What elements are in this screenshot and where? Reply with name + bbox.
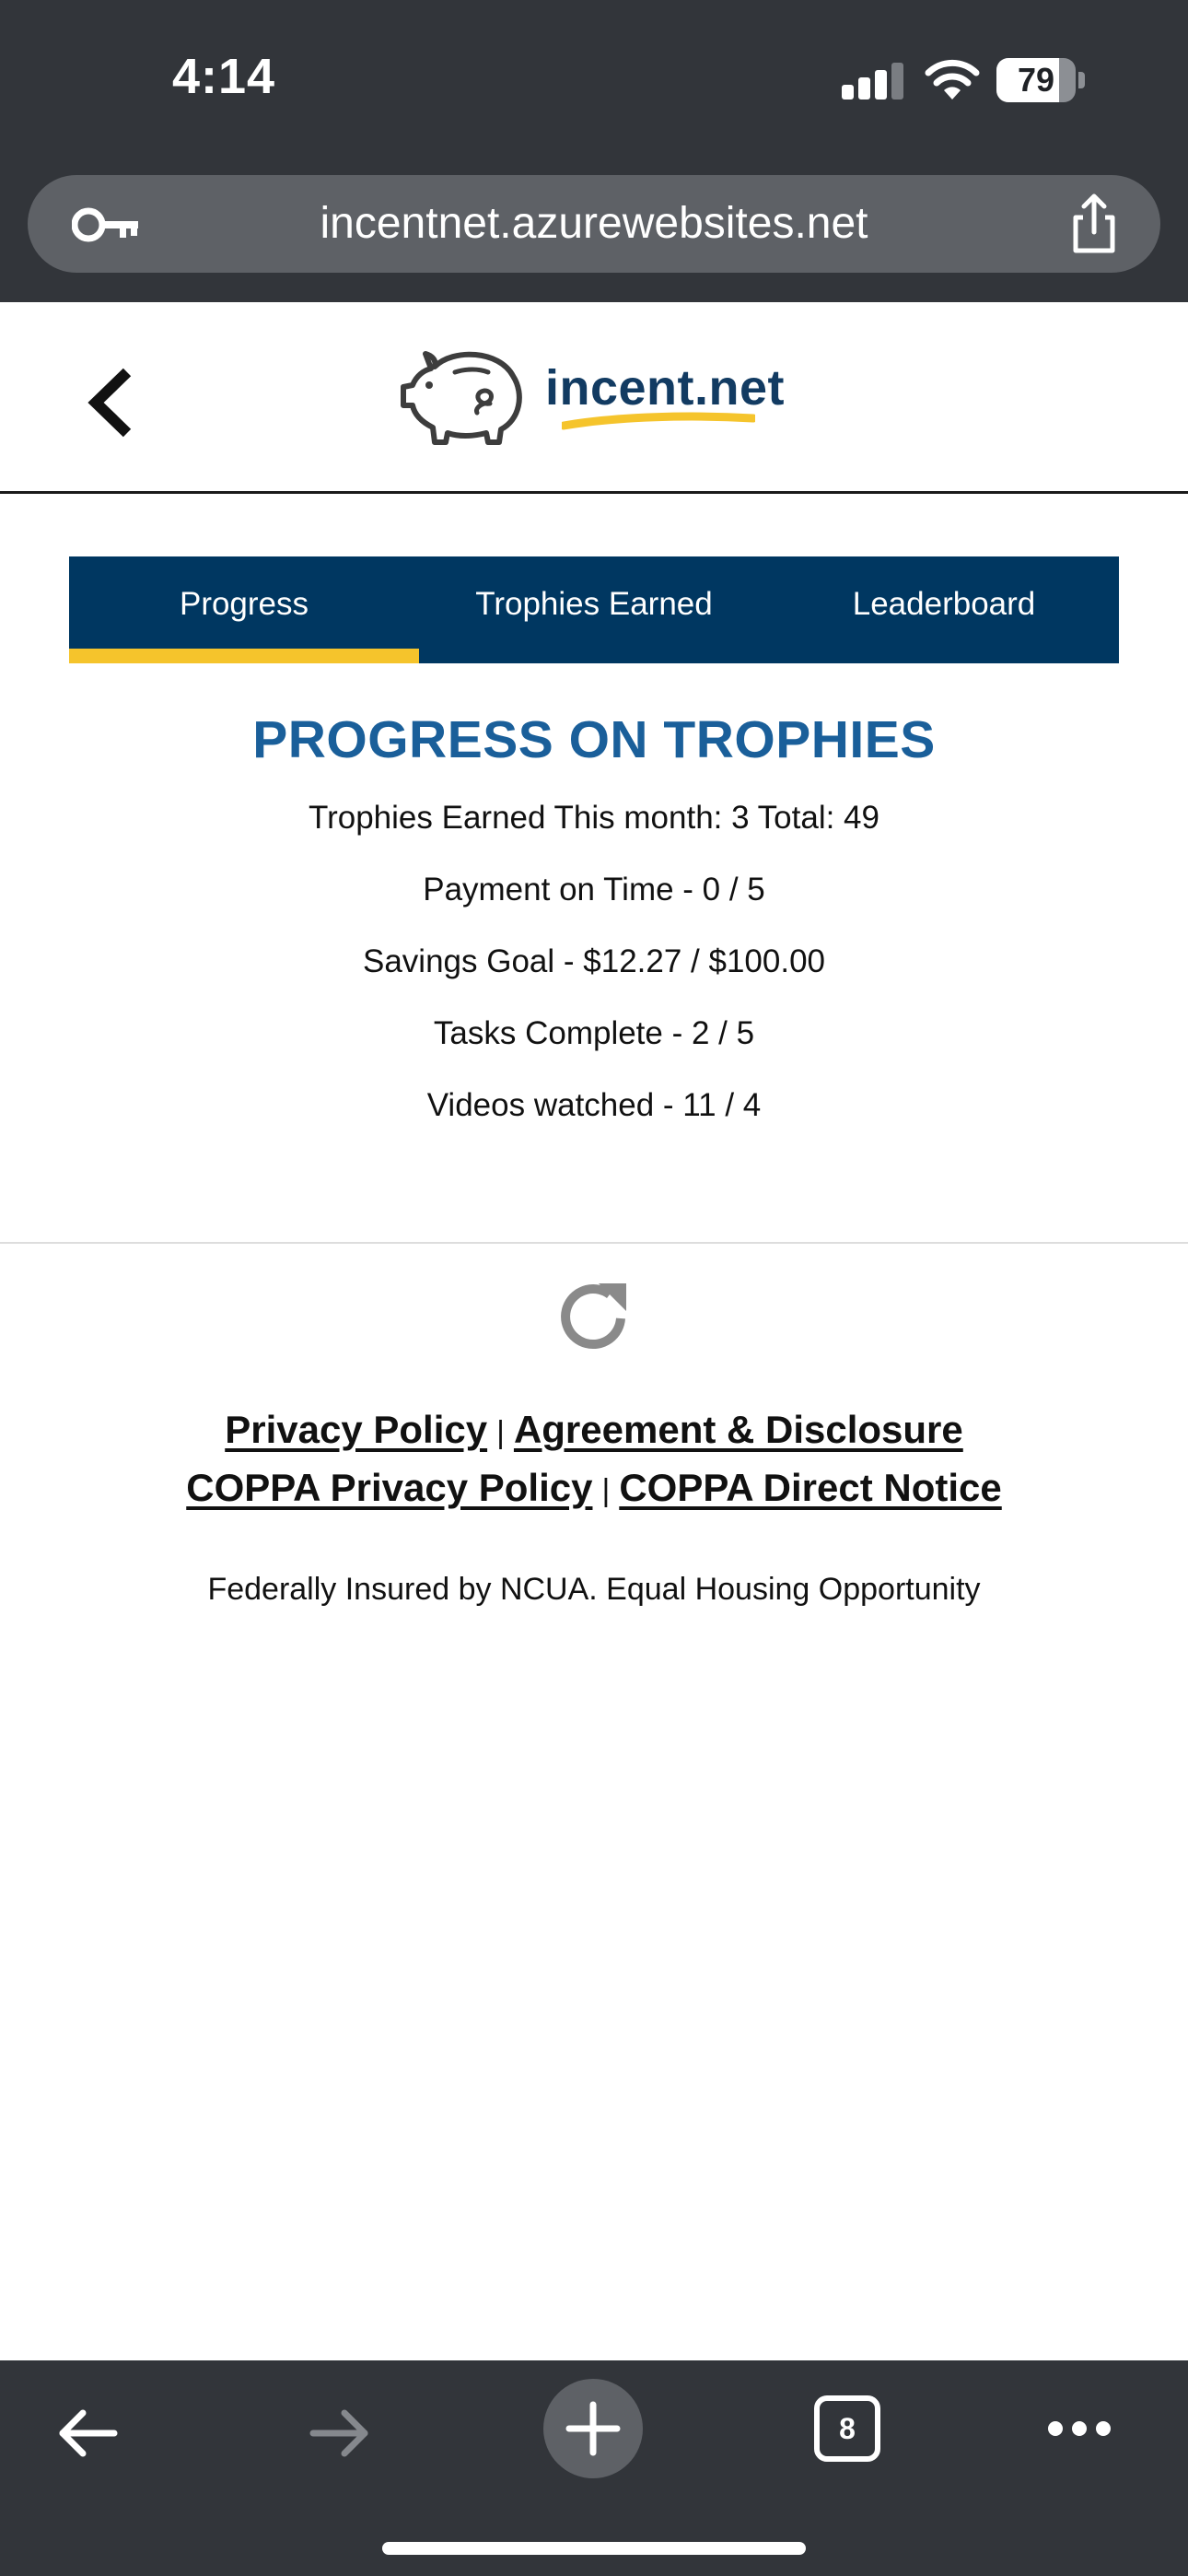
status-time: 4:14 bbox=[172, 49, 276, 104]
share-icon[interactable] bbox=[1066, 193, 1122, 254]
ncua-notice: Federally Insured by NCUA. Equal Housing Opportunity bbox=[207, 1572, 981, 1607]
savings-goal-progress: Savings Goal - $12.27 / $100.00 bbox=[362, 943, 825, 979]
tab-progress[interactable]: Progress bbox=[69, 556, 419, 663]
trophies-earned-summary: Trophies Earned This month: 3 Total: 49 bbox=[309, 800, 879, 836]
tab-trophies-earned[interactable]: Trophies Earned bbox=[475, 586, 713, 622]
progress-tabs bbox=[69, 556, 1119, 663]
tabs-count-icon[interactable]: 8 bbox=[814, 2395, 880, 2462]
logo-text: incent.net bbox=[545, 360, 786, 416]
url-text[interactable]: incentnet.azurewebsites.net bbox=[320, 199, 868, 248]
videos-watched-progress: Videos watched - 11 / 4 bbox=[426, 1087, 762, 1123]
address-bar[interactable] bbox=[28, 175, 1160, 273]
more-dots-icon[interactable] bbox=[1046, 2419, 1112, 2438]
footer-links-row-1 bbox=[0, 1408, 1188, 1452]
link-separator: | bbox=[601, 1473, 611, 1508]
refresh-icon[interactable] bbox=[553, 1276, 635, 1359]
coppa-direct-notice-link[interactable]: COPPA Direct Notice bbox=[619, 1466, 1002, 1509]
browser-top-chrome bbox=[0, 0, 1188, 302]
forward-arrow-icon[interactable] bbox=[308, 2401, 372, 2465]
privacy-policy-link[interactable]: Privacy Policy bbox=[225, 1408, 488, 1451]
back-arrow-icon[interactable] bbox=[55, 2401, 120, 2465]
coppa-privacy-policy-link[interactable]: COPPA Privacy Policy bbox=[186, 1466, 593, 1509]
plus-icon bbox=[565, 2401, 621, 2456]
content-divider bbox=[0, 1242, 1188, 1244]
piggy-bank-logo-icon bbox=[398, 339, 536, 450]
signal-icon bbox=[842, 63, 903, 100]
battery-icon bbox=[996, 58, 1085, 102]
new-tab-button[interactable] bbox=[543, 2379, 643, 2478]
app-header bbox=[0, 302, 1188, 494]
tab-leaderboard[interactable]: Leaderboard bbox=[852, 586, 1036, 622]
footer-links-row-2 bbox=[0, 1466, 1188, 1510]
home-indicator bbox=[382, 2542, 806, 2555]
wifi-icon bbox=[924, 59, 981, 101]
link-separator: | bbox=[496, 1415, 505, 1450]
page-title: PROGRESS ON TROPHIES bbox=[252, 710, 936, 769]
browser-bottom-toolbar bbox=[0, 2360, 1188, 2576]
logo-swoosh bbox=[562, 411, 755, 433]
payment-on-time-progress: Payment on Time - 0 / 5 bbox=[423, 872, 765, 907]
tasks-complete-progress: Tasks Complete - 2 / 5 bbox=[433, 1015, 755, 1051]
agreement-disclosure-link[interactable]: Agreement & Disclosure bbox=[513, 1408, 963, 1451]
back-chevron-icon[interactable] bbox=[85, 367, 136, 439]
battery-level: 79 bbox=[1017, 61, 1055, 99]
